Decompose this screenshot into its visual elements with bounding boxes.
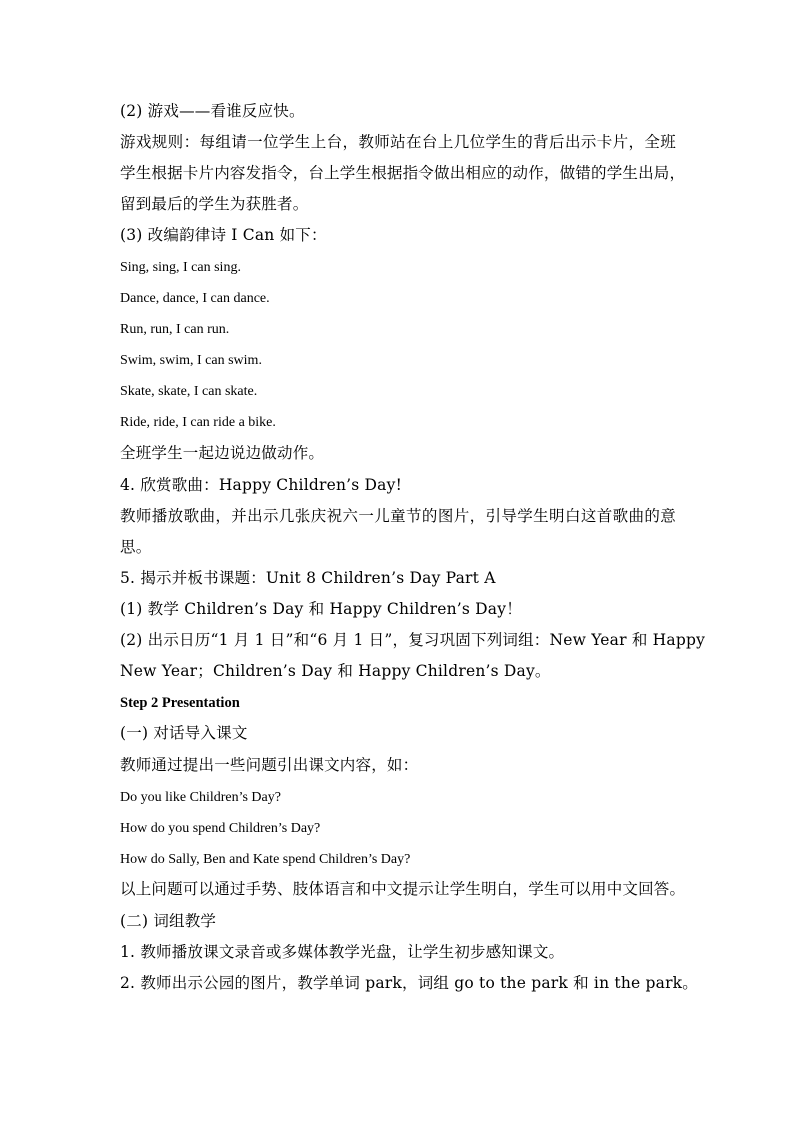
text-line-teach-1: (1) 教学 Children’s Day 和 Happy Children’s Day！ [120,600,522,618]
text-line-phrase-heading: (二) 词组教学 [120,912,217,930]
rhyme-line-swim: Swim, swim, I can swim. [120,353,262,368]
question-line-3: How do Sally, Ben and Kate spend Children’s Day? [120,852,411,867]
text-line-rhyme-intro: (3) 改编韵律诗 I Can 如下： [120,226,327,244]
text-line-class-action: 全班学生一起边说边做动作。 [120,444,325,462]
rhyme-line-dance: Dance, dance, I can dance. [120,291,270,306]
text-line-game-rules-3: 留到最后的学生为获胜者。 [120,195,309,213]
text-line-song-desc-2: 思。 [120,538,152,556]
text-line-song: 4. 欣赏歌曲：Happy Children’s Day! [120,476,403,494]
text-line-questions-intro: 教师通过提出一些问题引出课文内容，如： [120,756,419,774]
rhyme-line-sing: Sing, sing, I can sing. [120,260,241,275]
section-heading-step2: Step 2 Presentation [120,695,240,711]
text-line-calendar-1: (2) 出示日历“1 月 1 日”和“6 月 1 日”，复习巩固下列词组：New Year 和 Happy [120,631,706,649]
text-line-calendar-2: New Year；Children’s Day 和 Happy Children’s Day。 [120,662,551,680]
text-line-game-rules-1: 游戏规则：每组请一位学生上台，教师站在台上几位学生的背后出示卡片，全班 [120,133,676,151]
rhyme-line-skate: Skate, skate, I can skate. [120,384,258,399]
text-line-topic: 5. 揭示并板书课题：Unit 8 Children’s Day Part A [120,569,496,587]
text-line-phrase-1: 1. 教师播放课文录音或多媒体教学光盘，让学生初步感知课文。 [120,943,565,961]
text-line-song-desc-1: 教师播放歌曲，并出示几张庆祝六一儿童节的图片，引导学生明白这首歌曲的意 [120,507,676,525]
question-line-1: Do you like Children’s Day? [120,790,281,805]
text-line-questions-note: 以上问题可以通过手势、肢体语言和中文提示让学生明白，学生可以用中文回答。 [120,880,686,898]
rhyme-line-ride: Ride, ride, I can ride a bike. [120,415,276,430]
rhyme-line-run: Run, run, I can run. [120,322,230,337]
text-line-game: (2) 游戏——看谁反应快。 [120,102,305,120]
question-line-2: How do you spend Children’s Day? [120,821,321,836]
text-line-dialogue-heading: (一) 对话导入课文 [120,724,248,742]
text-line-game-rules-2: 学生根据卡片内容发指令，台上学生根据指令做出相应的动作，做错的学生出局， [120,164,686,182]
text-line-phrase-2: 2. 教师出示公园的图片，教学单词 park，词组 go to the park 和 in the park。 [120,974,698,992]
